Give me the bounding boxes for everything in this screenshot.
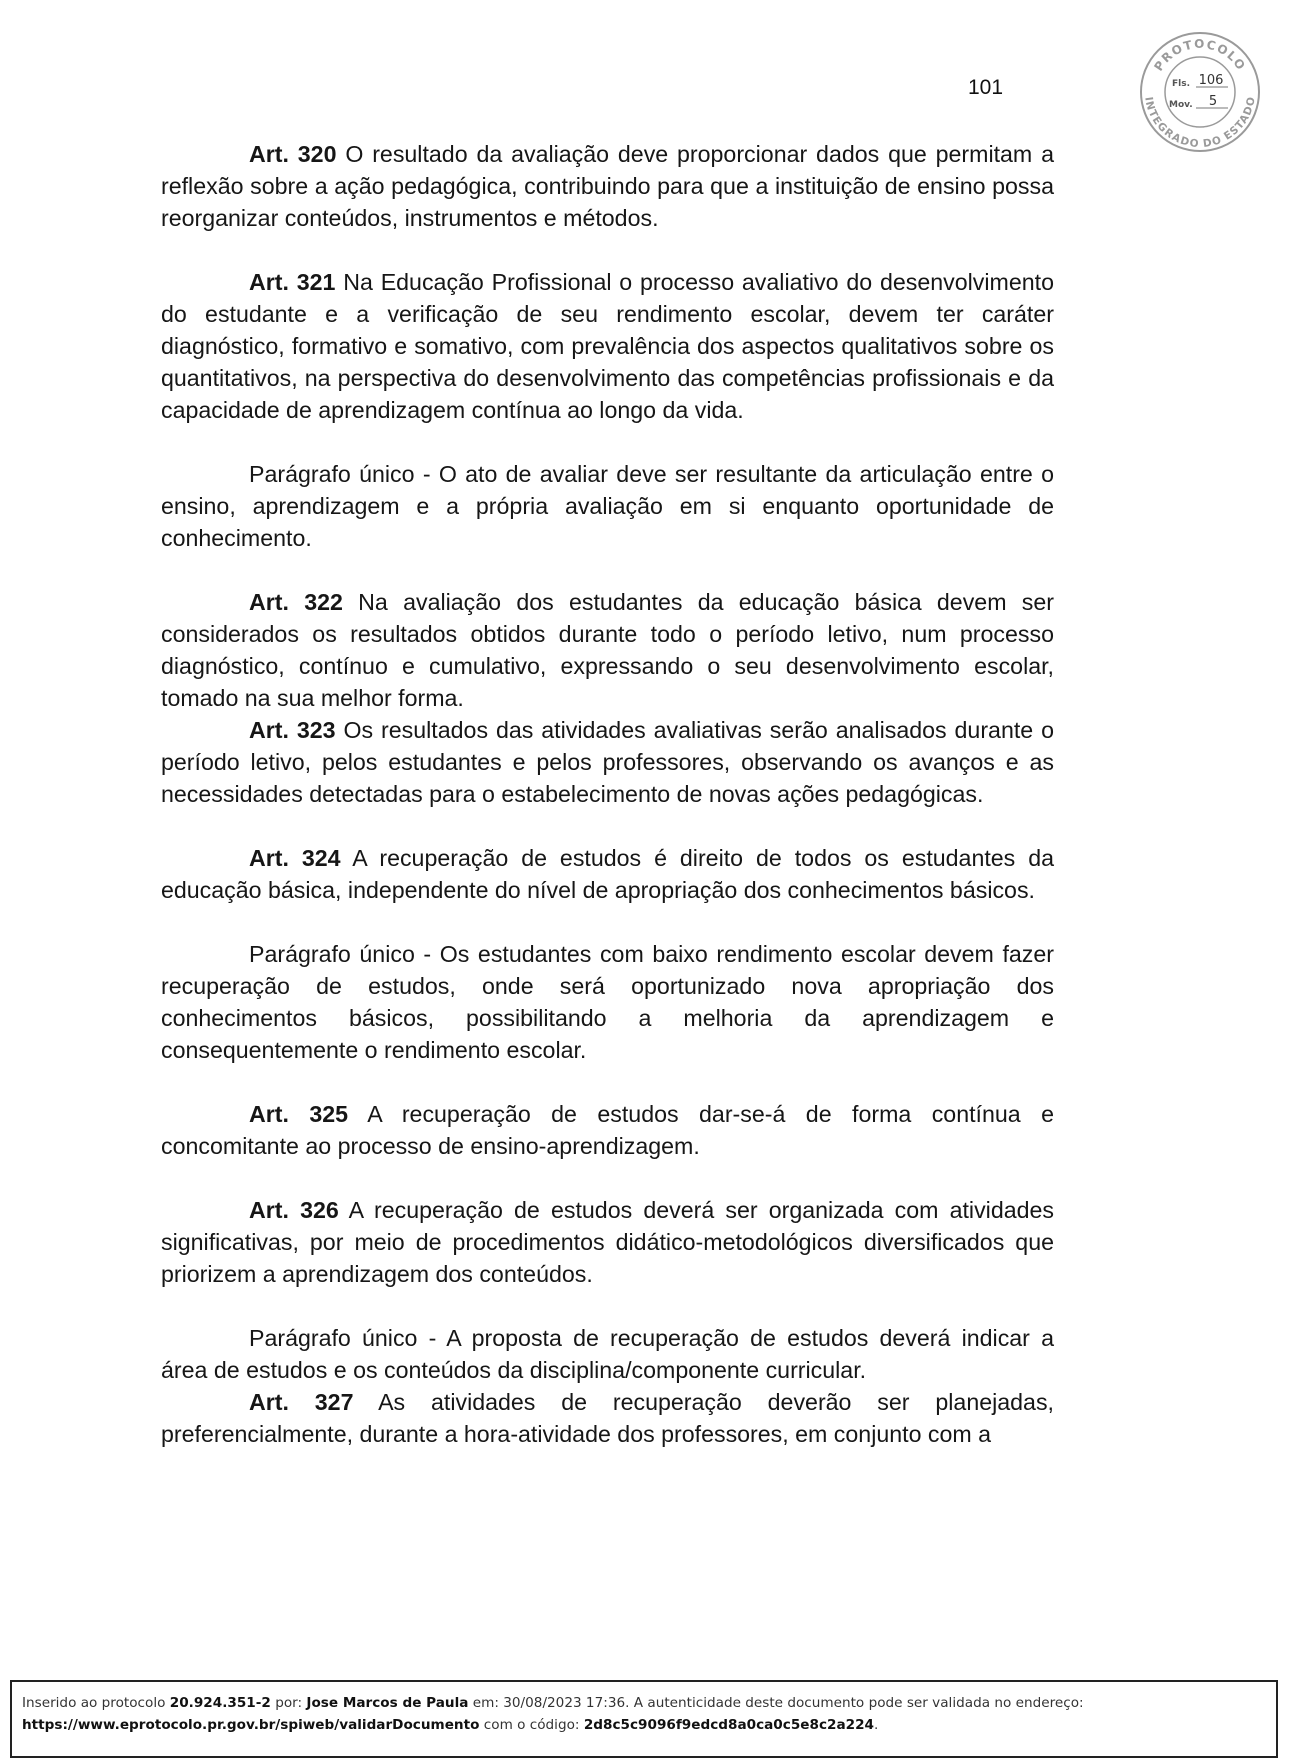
footer-text: com o código: [479, 1717, 584, 1733]
protocol-stamp [1138, 30, 1262, 154]
article-text: Na Educação Profissional o processo avaliativo do desenvolvimento do estudante e a verificação de seu rendimento escolar, devem ter caráter diagnóstico, formativo e somativo, com prevalência dos aspectos qualitativos sobre os quantitativos, na perspectiva do desenvolvimento das competências profissionais e da capacidade de aprendizagem contínua ao longo da vida. [161, 269, 1054, 423]
article-label: Art. 326 [249, 1197, 339, 1223]
article-label: Art. 322 [249, 589, 343, 615]
paragraph-unico-326 [161, 1322, 1054, 1386]
stamp-top-text: PROTOCOLO [1151, 37, 1249, 74]
author-name: Jose Marcos de Paula [306, 1695, 469, 1711]
article-325 [161, 1098, 1054, 1162]
svg-text:INTEGRADO DO ESTADO [1142, 96, 1258, 150]
protocol-number: 20.924.351-2 [169, 1695, 271, 1711]
footer-text: por: [270, 1695, 307, 1711]
validation-url[interactable]: https://www.eprotocolo.pr.gov.br/spiweb/validarDocumento [22, 1717, 480, 1733]
footer-text: Inserido ao protocolo [22, 1695, 170, 1711]
paragraph-text: Parágrafo único - Os estudantes com baixo rendimento escolar devem fazer recuperação de estudos, onde será oportunizado nova apropriação dos conhecimentos básicos, possibilitando a melhoria da aprendizagem e consequentemente o rendimento escolar. [161, 941, 1054, 1063]
article-text: Os resultados das atividades avaliativas serão analisados durante o período letivo, pelos estudantes e pelos professores, observando os avanços e as necessidades detectadas para o estabelecimento de novas ações pedagógicas. [161, 717, 1055, 807]
article-321 [161, 266, 1054, 426]
article-322 [161, 586, 1054, 714]
validation-code: 2d8c5c9096f9edcd8a0ca0c5e8c2a224 [583, 1717, 875, 1733]
article-text: A recuperação de estudos deverá ser organizada com atividades significativas, por meio de procedimentos didático-metodológicos diversificados que priorizem a aprendizagem dos conteúdos. [161, 1197, 1055, 1287]
page-number: 101 [968, 76, 1004, 99]
article-text: A recuperação de estudos dar-se-á de forma contínua e concomitante ao processo de ensino-aprendizagem. [161, 1101, 1054, 1159]
article-label: Art. 325 [249, 1101, 349, 1127]
article-label: Art. 323 [249, 717, 336, 743]
authenticity-footer [10, 1680, 1278, 1758]
article-323 [161, 714, 1054, 810]
article-label: Art. 327 [249, 1389, 354, 1415]
article-327 [161, 1386, 1054, 1450]
stamp-bottom-text: INTEGRADO DO ESTADO [1142, 96, 1259, 151]
stamp-fls-label: Fls. [1172, 79, 1191, 89]
document-body [161, 138, 1054, 1450]
article-label: Art. 321 [249, 269, 336, 295]
footer-text: . [874, 1717, 879, 1733]
svg-text:PROTOCOLO [1151, 37, 1248, 74]
article-label: Art. 324 [249, 845, 341, 871]
article-326 [161, 1194, 1054, 1290]
article-text: Na avaliação dos estudantes da educação básica devem ser considerados os resultados obtidos durante todo o período letivo, num processo diagnóstico, contínuo e cumulativo, expressando o seu desenvolvimento escolar, tomado na sua melhor forma. [161, 589, 1054, 711]
paragraph-unico-321 [161, 458, 1054, 554]
footer-text: em: 30/08/2023 17:36. A autenticidade deste documento pode ser validada no endereço: [468, 1695, 1084, 1711]
article-text: As atividades de recuperação deverão ser planejadas, preferencialmente, durante a hora-atividade dos professores, em conjunto com a [161, 1389, 1054, 1447]
paragraph-unico-324 [161, 938, 1054, 1066]
article-text: A recuperação de estudos é direito de todos os estudantes da educação básica, independente do nível de apropriação dos conhecimentos básicos. [161, 845, 1055, 903]
article-text: O resultado da avaliação deve proporcionar dados que permitam a reflexão sobre a ação pedagógica, contribuindo para que a instituição de ensino possa reorganizar conteúdos, instrumentos e métodos. [161, 141, 1054, 231]
article-320 [161, 138, 1054, 234]
article-label: Art. 320 [249, 141, 337, 167]
stamp-mov-label: Mov. [1169, 100, 1193, 110]
stamp-mov-value: 5 [1208, 94, 1218, 109]
stamp-fls-value: 106 [1198, 73, 1224, 88]
article-324 [161, 842, 1054, 906]
paragraph-text: Parágrafo único - A proposta de recuperação de estudos deverá indicar a área de estudos e os conteúdos da disciplina/componente curricular. [161, 1325, 1054, 1383]
paragraph-text: Parágrafo único - O ato de avaliar deve ser resultante da articulação entre o ensino, aprendizagem e a própria avaliação em si enquanto oportunidade de conhecimento. [161, 461, 1054, 551]
